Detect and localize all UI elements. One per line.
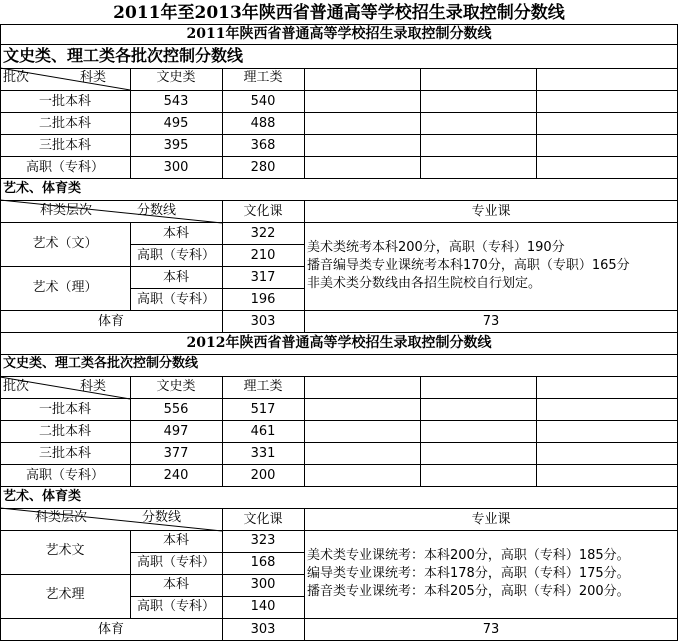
grid-line	[304, 200, 305, 332]
arts-level: 本科	[162, 577, 189, 592]
grid-line	[0, 530, 678, 531]
arts-score: 300	[250, 577, 276, 592]
batch-cell: 二批本科	[38, 424, 91, 439]
batch-cell: 三批本科	[38, 446, 91, 461]
batch-header: 批次	[3, 379, 30, 394]
batch-cell: 一批本科	[38, 402, 91, 417]
grid-line	[0, 332, 678, 333]
sports-culture: 303	[250, 622, 276, 637]
ligong-score: 368	[250, 138, 276, 153]
grid-line	[222, 508, 223, 640]
major-note: 播音类专业课统考：本科205分，高职（专科）200分。	[307, 584, 630, 599]
major-note: 播音编导类专业课统考本科170分，高职（专职）165分	[307, 258, 630, 273]
wenshi-score: 240	[163, 468, 189, 483]
wenshi-header: 文史类	[156, 70, 196, 85]
ligong-header: 理工类	[243, 70, 283, 85]
major-note: 美术类专业课统考：本科200分，高职（专科）185分。	[307, 548, 630, 563]
grid-line	[0, 376, 678, 377]
grid-line	[420, 376, 421, 486]
grid-line	[0, 420, 678, 421]
grid-line	[536, 68, 537, 178]
batch-cell: 三批本科	[38, 138, 91, 153]
grid-line	[130, 530, 131, 618]
year-title-2012: 2012年陕西省普通高等学校招生录取控制分数线	[186, 335, 492, 351]
grid-line	[304, 68, 305, 178]
arts-heading-2011: 艺术、体育类	[3, 181, 82, 196]
category-header: 科类	[80, 70, 107, 85]
grid-line	[0, 442, 678, 443]
arts-group-name: 艺术理	[45, 587, 85, 602]
wenshi-score: 556	[163, 402, 189, 417]
grid-line	[0, 68, 678, 69]
grid-line	[0, 354, 678, 355]
ligong-score: 280	[250, 160, 276, 175]
level-header: 科类层次	[35, 510, 88, 525]
ligong-score: 200	[250, 468, 276, 483]
sports-culture: 303	[250, 314, 276, 329]
score-line-header: 分数线	[142, 510, 182, 525]
arts-score: 317	[250, 270, 276, 285]
major-header: 专业课	[471, 204, 511, 219]
sports-major: 73	[482, 622, 500, 637]
grid-line	[0, 486, 678, 487]
culture-header: 文化课	[243, 512, 283, 527]
batch-cell: 高职（专科）	[25, 160, 104, 175]
grid-line	[222, 68, 223, 178]
grid-line	[0, 112, 678, 113]
sports-label: 体育	[97, 622, 124, 637]
category-header: 科类	[80, 379, 107, 394]
batch-cell: 高职（专科）	[25, 468, 104, 483]
grid-line	[0, 266, 304, 267]
arts-header-diagonal	[0, 508, 222, 531]
arts-level: 本科	[162, 270, 189, 285]
grid-line	[0, 618, 678, 619]
ligong-score: 517	[250, 402, 276, 417]
arts-level: 高职（专科）	[136, 292, 215, 307]
wenshi-score: 300	[163, 160, 189, 175]
wenshi-score: 377	[163, 446, 189, 461]
grid-line	[130, 68, 131, 178]
arts-level: 本科	[162, 533, 189, 548]
header-diagonal	[0, 377, 130, 399]
batch-cell: 一批本科	[38, 94, 91, 109]
ligong-score: 488	[250, 116, 276, 131]
grid-line	[222, 376, 223, 486]
arts-level: 本科	[162, 226, 189, 241]
wenshi-score: 543	[163, 94, 189, 109]
arts-score: 196	[250, 292, 276, 307]
ligong-header: 理工类	[243, 379, 283, 394]
grid-line	[130, 596, 304, 597]
grid-line	[0, 508, 678, 509]
wenshi-score: 395	[163, 138, 189, 153]
ligong-score: 331	[250, 446, 276, 461]
batch-header: 批次	[3, 70, 30, 85]
general-heading-2011: 文史类、理工类各批次控制分数线	[3, 46, 244, 65]
grid-line	[0, 222, 678, 223]
major-note: 编导类专业课统考：本科178分，高职（专科）175分。	[307, 566, 630, 581]
wenshi-score: 497	[163, 424, 189, 439]
grid-line	[0, 464, 678, 465]
grid-line	[130, 288, 304, 289]
arts-group-name: 艺术文	[45, 543, 85, 558]
arts-level: 高职（专科）	[136, 599, 215, 614]
arts-score: 322	[250, 226, 276, 241]
wenshi-header: 文史类	[156, 379, 196, 394]
grid-line	[304, 376, 305, 486]
culture-header: 文化课	[243, 204, 283, 219]
major-note: 美术类统考本科200分，高职（专科）190分	[307, 240, 565, 255]
grid-line	[0, 24, 678, 25]
header-diagonal	[0, 68, 130, 90]
grid-line	[0, 24, 1, 641]
ligong-score: 540	[250, 94, 276, 109]
arts-score: 168	[250, 555, 276, 570]
major-header: 专业课	[471, 512, 511, 527]
arts-group-name: 艺术（理）	[32, 280, 98, 295]
main-title: 2011年至2013年陕西省普通高等学校招生录取控制分数线	[113, 3, 565, 23]
grid-line	[0, 178, 678, 179]
arts-group-name: 艺术（文）	[32, 236, 98, 251]
grid-line	[222, 200, 223, 332]
grid-line	[130, 244, 304, 245]
grid-line	[536, 376, 537, 486]
grid-line	[0, 134, 678, 135]
arts-score: 140	[250, 599, 276, 614]
score-line-header: 分数线	[137, 203, 177, 218]
level-header: 科类层次	[40, 203, 93, 218]
ligong-score: 461	[250, 424, 276, 439]
year-title-2011: 2011年陕西省普通高等学校招生录取控制分数线	[186, 26, 492, 42]
grid-line	[0, 156, 678, 157]
batch-cell: 二批本科	[38, 116, 91, 131]
wenshi-score: 495	[163, 116, 189, 131]
grid-line	[130, 222, 131, 310]
grid-line	[304, 508, 305, 640]
sports-major: 73	[482, 314, 500, 329]
grid-line	[0, 398, 678, 399]
arts-level: 高职（专科）	[136, 248, 215, 263]
arts-header-diagonal	[0, 200, 222, 223]
sports-label: 体育	[97, 314, 124, 329]
grid-line	[0, 44, 678, 45]
grid-line	[0, 574, 304, 575]
grid-line	[0, 90, 678, 91]
major-note: 非美术类分数线由各招生院校自行划定。	[307, 276, 542, 291]
grid-line	[0, 310, 678, 311]
arts-score: 323	[250, 533, 276, 548]
grid-line	[420, 68, 421, 178]
general-heading-2012: 文史类、理工类各批次控制分数线	[3, 356, 199, 371]
grid-line	[0, 200, 678, 201]
arts-heading-2012: 艺术、体育类	[3, 489, 82, 504]
arts-score: 210	[250, 248, 276, 263]
grid-line	[130, 552, 304, 553]
arts-level: 高职（专科）	[136, 555, 215, 570]
grid-line	[130, 376, 131, 486]
